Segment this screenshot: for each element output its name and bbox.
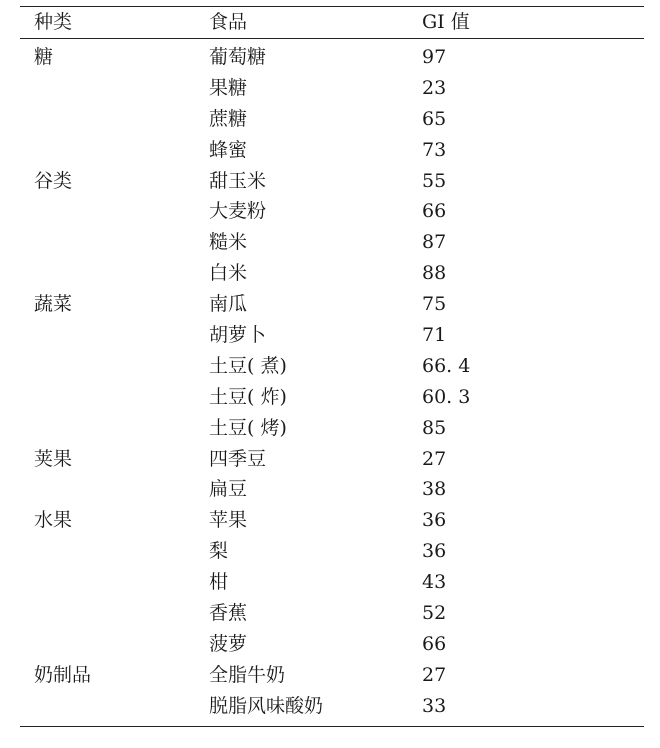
row-gi: 87 xyxy=(422,231,447,254)
table-row xyxy=(20,413,644,444)
header-gi: GI 值 xyxy=(422,11,470,33)
row-food: 蔗糖 xyxy=(209,107,248,130)
table-row xyxy=(20,320,644,351)
table-row xyxy=(20,135,644,166)
table-row xyxy=(20,536,644,567)
table-row xyxy=(20,227,644,258)
table-row xyxy=(20,166,644,197)
table-row xyxy=(20,196,644,227)
row-category: 荚果 xyxy=(34,447,73,470)
row-gi: 73 xyxy=(422,138,447,161)
row-food: 大麦粉 xyxy=(209,200,267,223)
row-gi: 38 xyxy=(422,478,447,501)
row-gi: 85 xyxy=(422,416,447,439)
row-food: 脱脂风味酸奶 xyxy=(209,694,324,717)
row-food: 胡萝卜 xyxy=(209,323,267,346)
row-food: 土豆( 烤) xyxy=(209,416,287,439)
row-food: 扁豆 xyxy=(209,478,248,501)
row-gi: 27 xyxy=(422,663,447,686)
table-row xyxy=(20,104,644,135)
table-row xyxy=(20,660,644,691)
row-gi: 75 xyxy=(422,293,447,316)
row-gi: 27 xyxy=(422,447,447,470)
table-row xyxy=(20,444,644,475)
table-row xyxy=(20,474,644,505)
row-food: 柑 xyxy=(209,571,229,594)
row-gi: 66 xyxy=(422,200,447,223)
table-row xyxy=(20,567,644,598)
row-food: 土豆( 煮) xyxy=(209,354,287,377)
row-category: 水果 xyxy=(34,509,73,532)
row-food: 葡萄糖 xyxy=(209,45,267,68)
table-row xyxy=(20,382,644,413)
table-row xyxy=(20,289,644,320)
row-gi: 52 xyxy=(422,601,447,624)
row-category: 奶制品 xyxy=(34,663,92,686)
row-gi: 88 xyxy=(422,262,447,285)
row-food: 菠萝 xyxy=(209,632,248,655)
gi-table xyxy=(20,6,644,727)
row-food: 果糖 xyxy=(209,76,248,99)
row-category: 蔬菜 xyxy=(34,293,73,316)
row-gi: 71 xyxy=(422,323,447,346)
table-row xyxy=(20,691,644,722)
row-gi: 36 xyxy=(422,509,447,532)
table-row xyxy=(20,351,644,382)
table-body xyxy=(20,39,644,726)
row-gi: 66 xyxy=(422,632,447,655)
row-gi: 23 xyxy=(422,76,447,99)
table-bottom-rule xyxy=(20,726,644,727)
table-row xyxy=(20,505,644,536)
row-gi: 33 xyxy=(422,694,447,717)
row-food: 全脂牛奶 xyxy=(209,663,286,686)
row-food: 梨 xyxy=(209,540,229,563)
row-food: 糙米 xyxy=(209,231,248,254)
row-gi: 43 xyxy=(422,571,447,594)
table-row xyxy=(20,258,644,289)
row-food: 土豆( 炸) xyxy=(209,385,287,408)
row-gi: 36 xyxy=(422,540,447,563)
row-food: 蜂蜜 xyxy=(209,138,248,161)
row-gi: 66. 4 xyxy=(422,354,471,377)
header-food: 食品 xyxy=(209,11,248,33)
row-gi: 60. 3 xyxy=(422,385,471,408)
row-food: 南瓜 xyxy=(209,293,248,316)
row-food: 白米 xyxy=(209,262,248,285)
header-category: 种类 xyxy=(34,11,73,33)
table-row xyxy=(20,42,644,73)
row-food: 四季豆 xyxy=(209,447,267,470)
row-category: 谷类 xyxy=(34,169,73,192)
row-gi: 55 xyxy=(422,169,447,192)
table-row xyxy=(20,629,644,660)
table-row xyxy=(20,73,644,104)
row-food: 苹果 xyxy=(209,509,248,532)
table-header-row xyxy=(20,7,644,38)
row-food: 甜玉米 xyxy=(209,169,267,192)
row-gi: 97 xyxy=(422,45,447,68)
row-gi: 65 xyxy=(422,107,447,130)
row-category: 糖 xyxy=(34,45,54,68)
row-food: 香蕉 xyxy=(209,601,248,624)
table-row xyxy=(20,598,644,629)
